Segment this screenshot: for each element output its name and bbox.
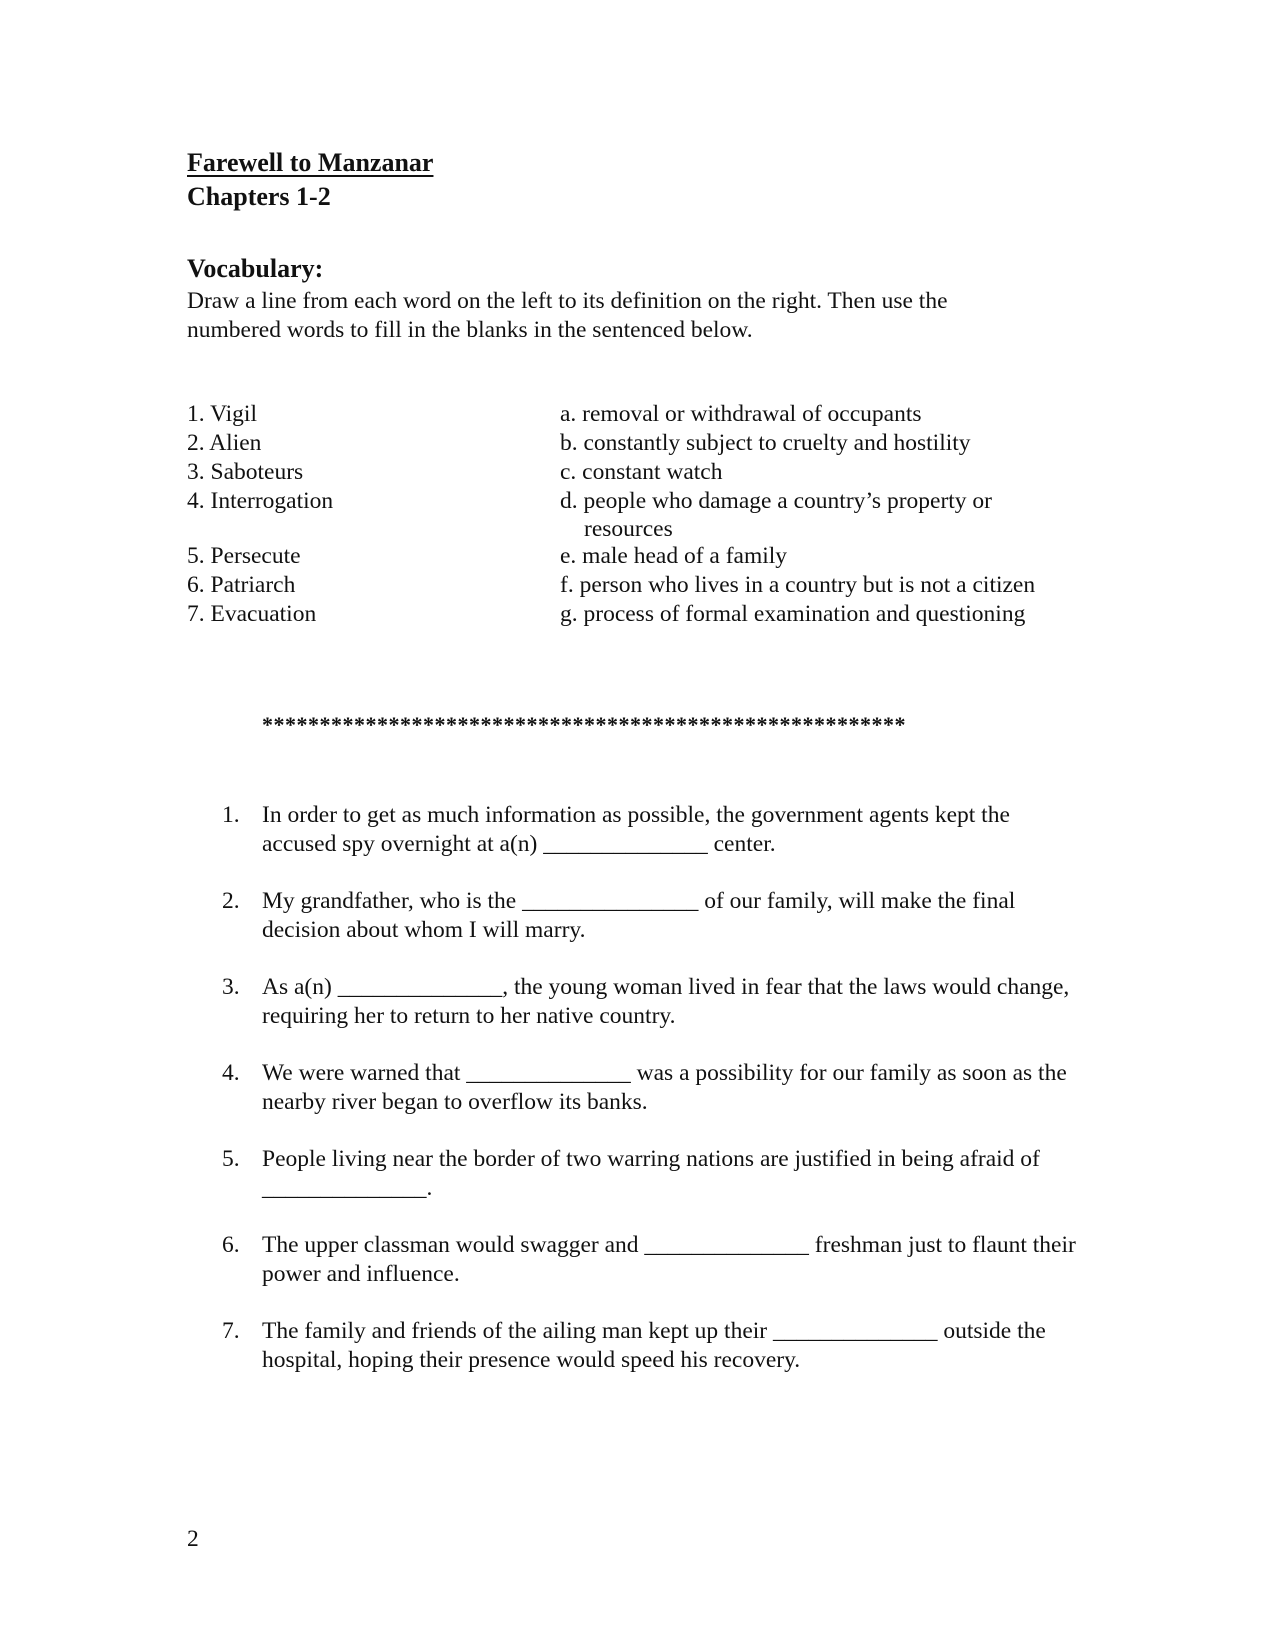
- definition-continuation: resources: [584, 516, 673, 542]
- definition-item: [560, 400, 1080, 429]
- definition-item: [560, 571, 1080, 600]
- sentence-text: As a(n) ______________, the young woman lived in fear that the laws would change, requiring her to return to her native country.: [262, 974, 1070, 1029]
- sentence-number: 1.: [222, 802, 240, 828]
- word-item: 2. Alien: [187, 430, 262, 456]
- word-item: 6. Patriarch: [187, 572, 296, 598]
- definition-text: e. male head of a family: [560, 543, 788, 569]
- asterisk-divider: ********************************************************: [262, 712, 906, 737]
- definition-text: a. removal or withdrawal of occupants: [560, 401, 922, 427]
- sentence-text: We were warned that ______________ was a possibility for our family as soon as the nearby river began to overflow its banks.: [262, 1060, 1067, 1115]
- sentence-number: 4.: [222, 1060, 240, 1086]
- sentence-text: In order to get as much information as possible, the government agents kept the accused spy overnight at a(n) ______________ center.: [262, 802, 1010, 857]
- word-list: [187, 400, 333, 629]
- definition-text: g. process of formal examination and questioning: [560, 601, 1026, 627]
- sentence-item: [222, 973, 1082, 1031]
- sentence-text: People living near the border of two warring nations are justified in being afraid of ______________.: [262, 1146, 1040, 1201]
- sentence-number: 2.: [222, 888, 240, 914]
- sentence-text: The family and friends of the ailing man kept up their ______________ outside the hospital, hoping their presence would speed his recovery.: [262, 1318, 1046, 1373]
- definition-item: [560, 487, 1080, 542]
- word-item: 3. Saboteurs: [187, 459, 304, 485]
- definition-text: b. constantly subject to cruelty and hostility: [560, 430, 971, 456]
- sentence-text: My grandfather, who is the _______________ of our family, will make the final decision about whom I will marry.: [262, 888, 1016, 943]
- definition-list: [560, 400, 1080, 629]
- word-item: 7. Evacuation: [187, 601, 317, 627]
- sentence-number: 6.: [222, 1232, 240, 1258]
- definition-text: f. person who lives in a country but is not a citizen: [560, 572, 1036, 598]
- sentence-text: The upper classman would swagger and ______________ freshman just to flaunt their power and influence.: [262, 1232, 1076, 1287]
- definition-item: [560, 542, 1080, 571]
- definition-text: c. constant watch: [560, 459, 723, 485]
- page-title: Farewell to Manzanar: [187, 148, 434, 177]
- instructions-paragraph: Draw a line from each word on the left to its definition on the right. Then use the numbered words to fill in the blanks in the sentenced below.: [187, 288, 948, 343]
- sentence-item: [222, 801, 1082, 859]
- word-item: 5. Persecute: [187, 543, 301, 569]
- page-number: 2: [187, 1526, 199, 1552]
- sentence-number: 5.: [222, 1146, 240, 1172]
- word-item: 1. Vigil: [187, 401, 257, 427]
- definition-item: [560, 458, 1080, 487]
- sentence-number: 3.: [222, 974, 240, 1000]
- sentence-item: [222, 887, 1082, 945]
- sentence-item: [222, 1059, 1082, 1117]
- vocabulary-heading: Vocabulary:: [187, 254, 324, 283]
- sentence-item: [222, 1145, 1082, 1203]
- sentence-number: 7.: [222, 1318, 240, 1344]
- chapters-subtitle: Chapters 1-2: [187, 182, 331, 211]
- definition-item: [560, 600, 1080, 629]
- sentence-item: [222, 1231, 1082, 1289]
- word-item: 4. Interrogation: [187, 488, 334, 514]
- sentence-item: [222, 1317, 1082, 1375]
- definition-item: [560, 429, 1080, 458]
- sentence-list: [222, 801, 1082, 1403]
- definition-text: d. people who damage a country’s property or: [560, 488, 993, 514]
